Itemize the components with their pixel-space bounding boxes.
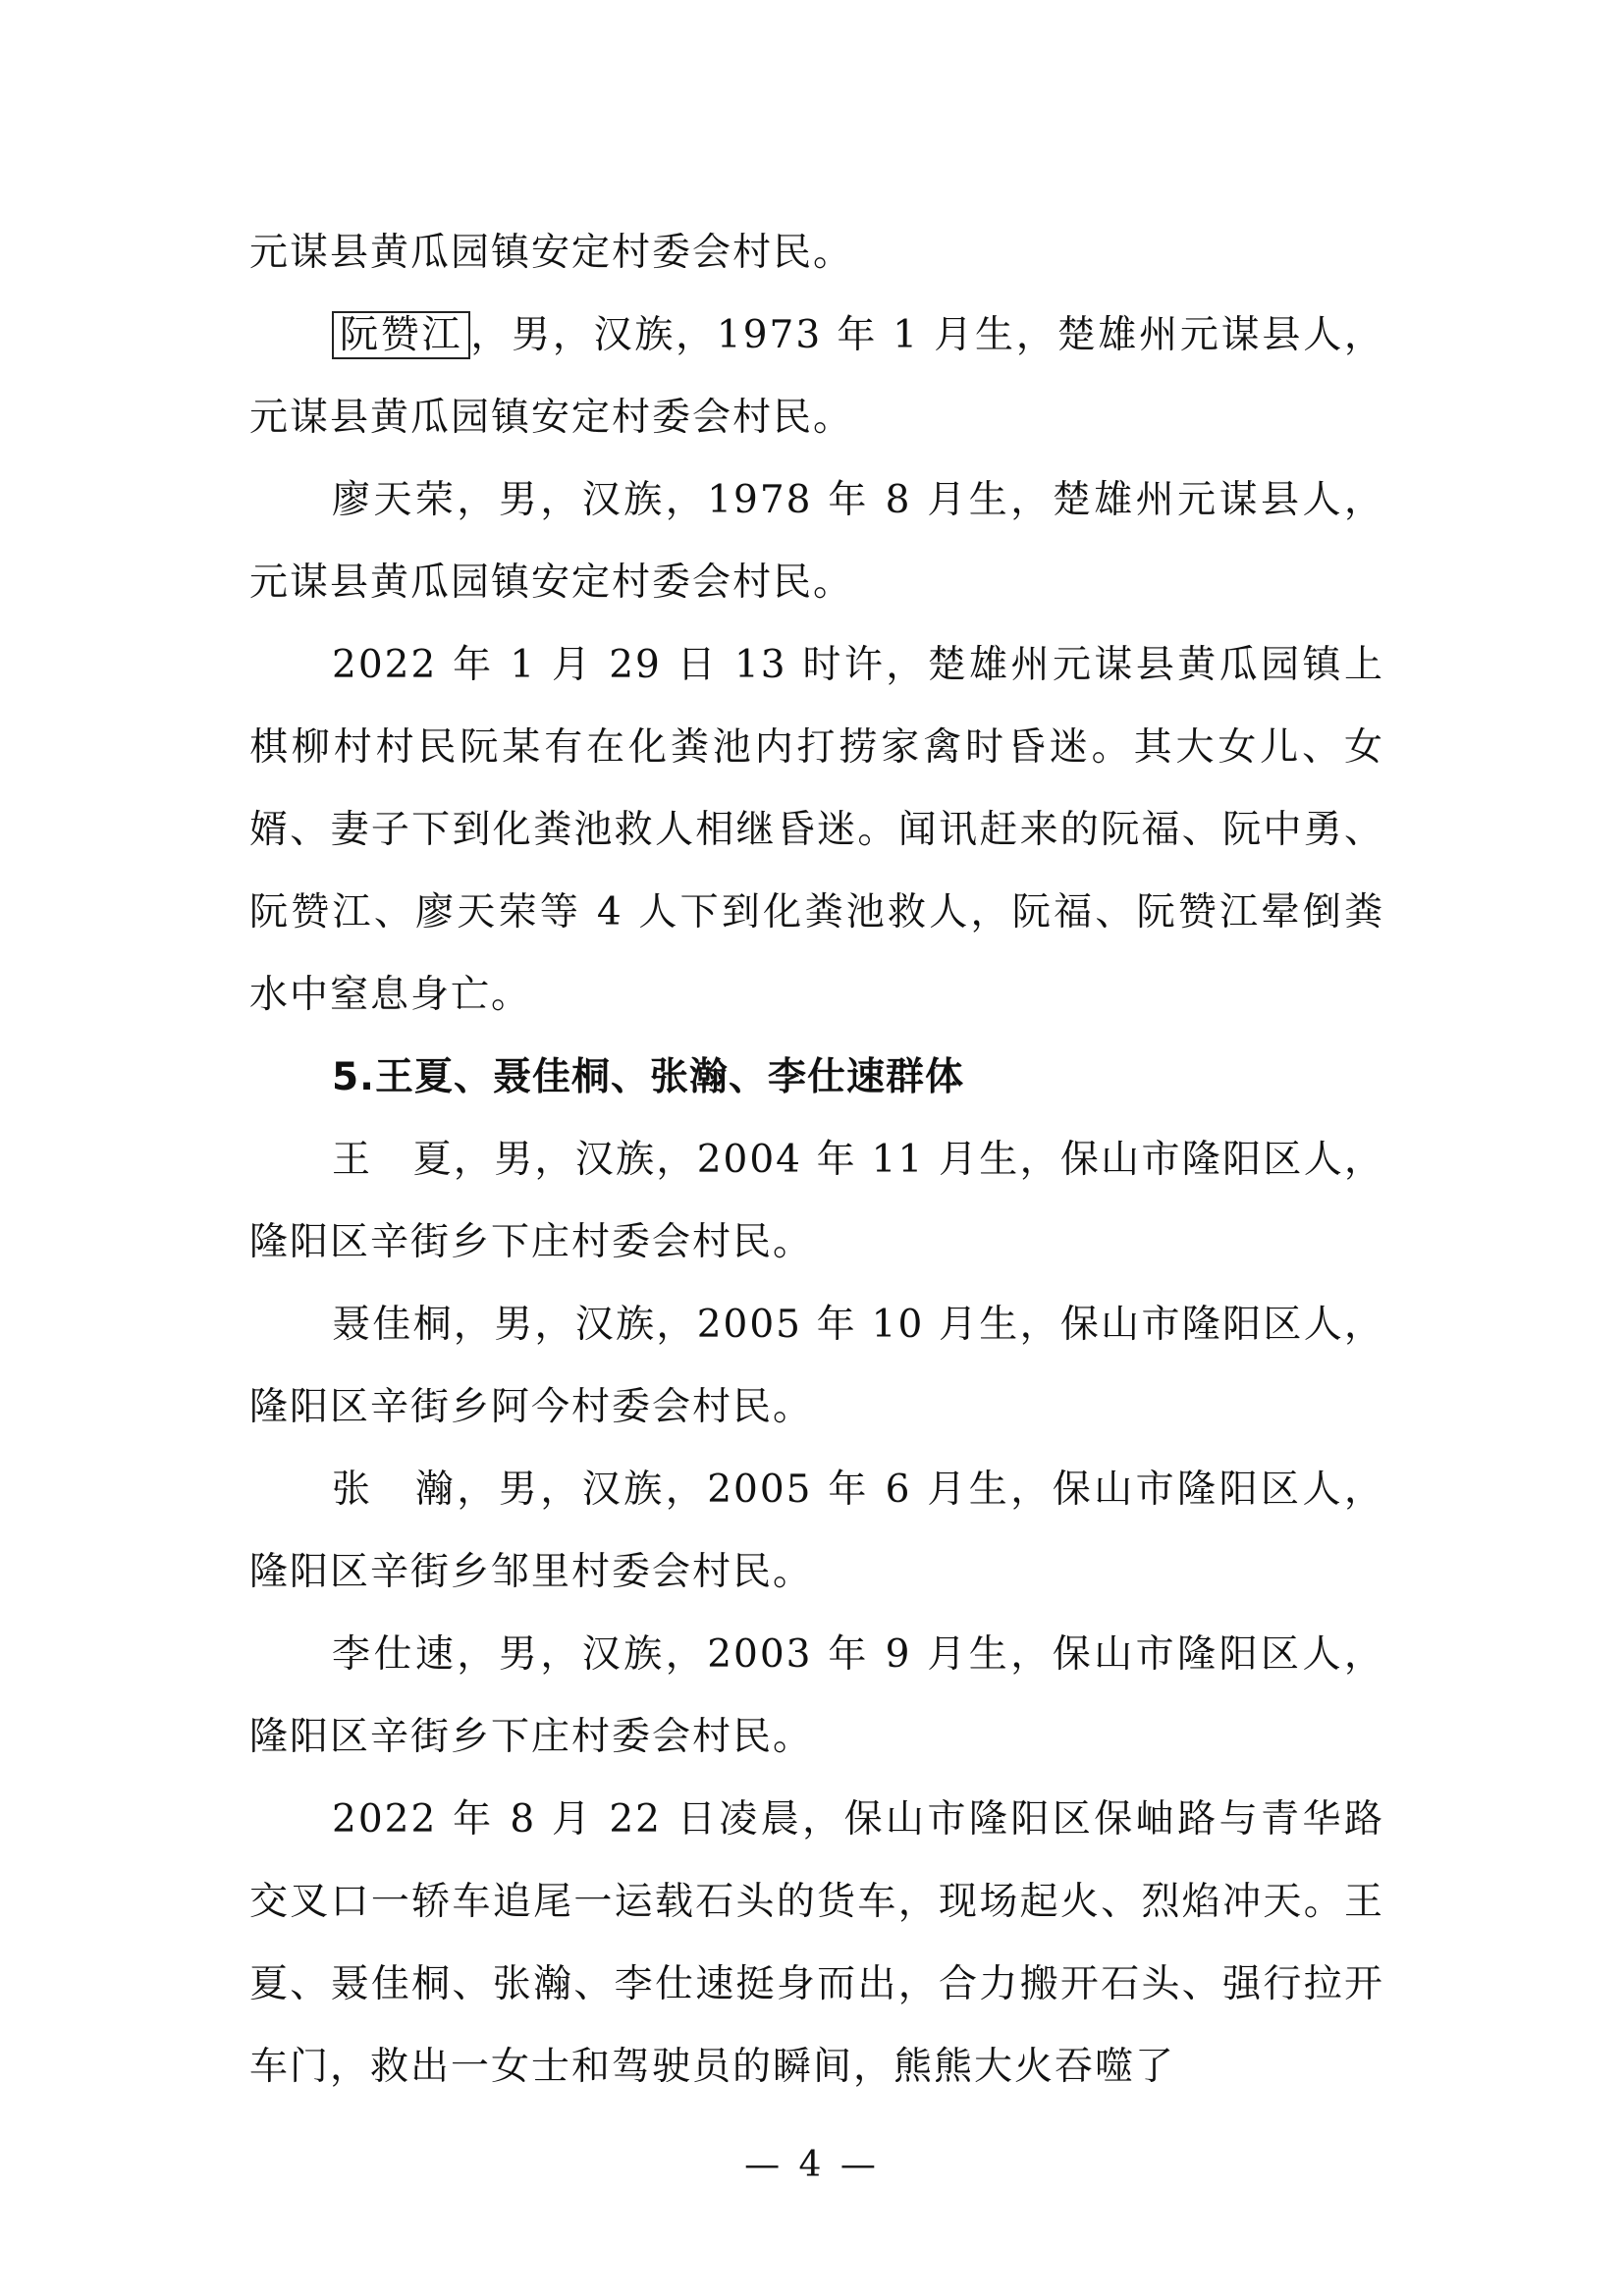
boxed-name: 阮赞江: [332, 311, 470, 359]
paragraph-liao-tianrong: 廖天荣，男，汉族，1978 年 8 月生，楚雄州元谋县人，元谋县黄瓜园镇安定村委会村民。: [249, 478, 1384, 605]
document-body: [249, 212, 1384, 2109]
paragraph-ruan-zanjiang: [249, 294, 1384, 459]
paragraph-zhang-han: 张 瀚，男，汉族，2005 年 6 月生，保山市隆阳区人，隆阳区辛街乡邹里村委会村民。: [249, 1468, 1384, 1594]
paragraph-incident-1: 2022 年 1 月 29 日 13 时许，楚雄州元谋县黄瓜园镇上棋柳村村民阮某有在化粪池内打捞家禽时昏迷。其大女儿、女婿、妻子下到化粪池救人相继昏迷。闻讯赶来的阮福、阮中勇、阮赞江、廖天荣等 4 人下到化粪池救人，阮福、阮赞江晕倒粪水中窒息身亡。: [249, 643, 1384, 1017]
paragraph-incident-2: 2022 年 8 月 22 日凌晨，保山市隆阳区保岫路与青华路交叉口一轿车追尾一运载石头的货车，现场起火、烈焰冲天。王夏、聂佳桐、张瀚、李仕速挺身而出，合力搬开石头、强行拉开车门，救出一女士和驾驶员的瞬间，熊熊大火吞噬了: [249, 1797, 1384, 2089]
page-number: — 4 —: [744, 2145, 880, 2185]
paragraph-continuation: 元谋县黄瓜园镇安定村委会村民。: [249, 231, 854, 275]
paragraph-text: ，男，汉族，1973 年 1 月生，楚雄州元谋县人，元谋县黄瓜园镇安定村委会村民。: [249, 313, 1384, 440]
section-heading: 5.王夏、聂佳桐、张瀚、李仕速群体: [332, 1055, 964, 1099]
paragraph-li-shisu: 李仕速，男，汉族，2003 年 9 月生，保山市隆阳区人，隆阳区辛街乡下庄村委会村民。: [249, 1632, 1384, 1759]
paragraph-nie-jiatong: 聂佳桐，男，汉族，2005 年 10 月生，保山市隆阳区人，隆阳区辛街乡阿今村委会村民。: [249, 1303, 1384, 1429]
paragraph-wang-xia: 王 夏，男，汉族，2004 年 11 月生，保山市隆阳区人，隆阳区辛街乡下庄村委会村民。: [249, 1138, 1384, 1264]
